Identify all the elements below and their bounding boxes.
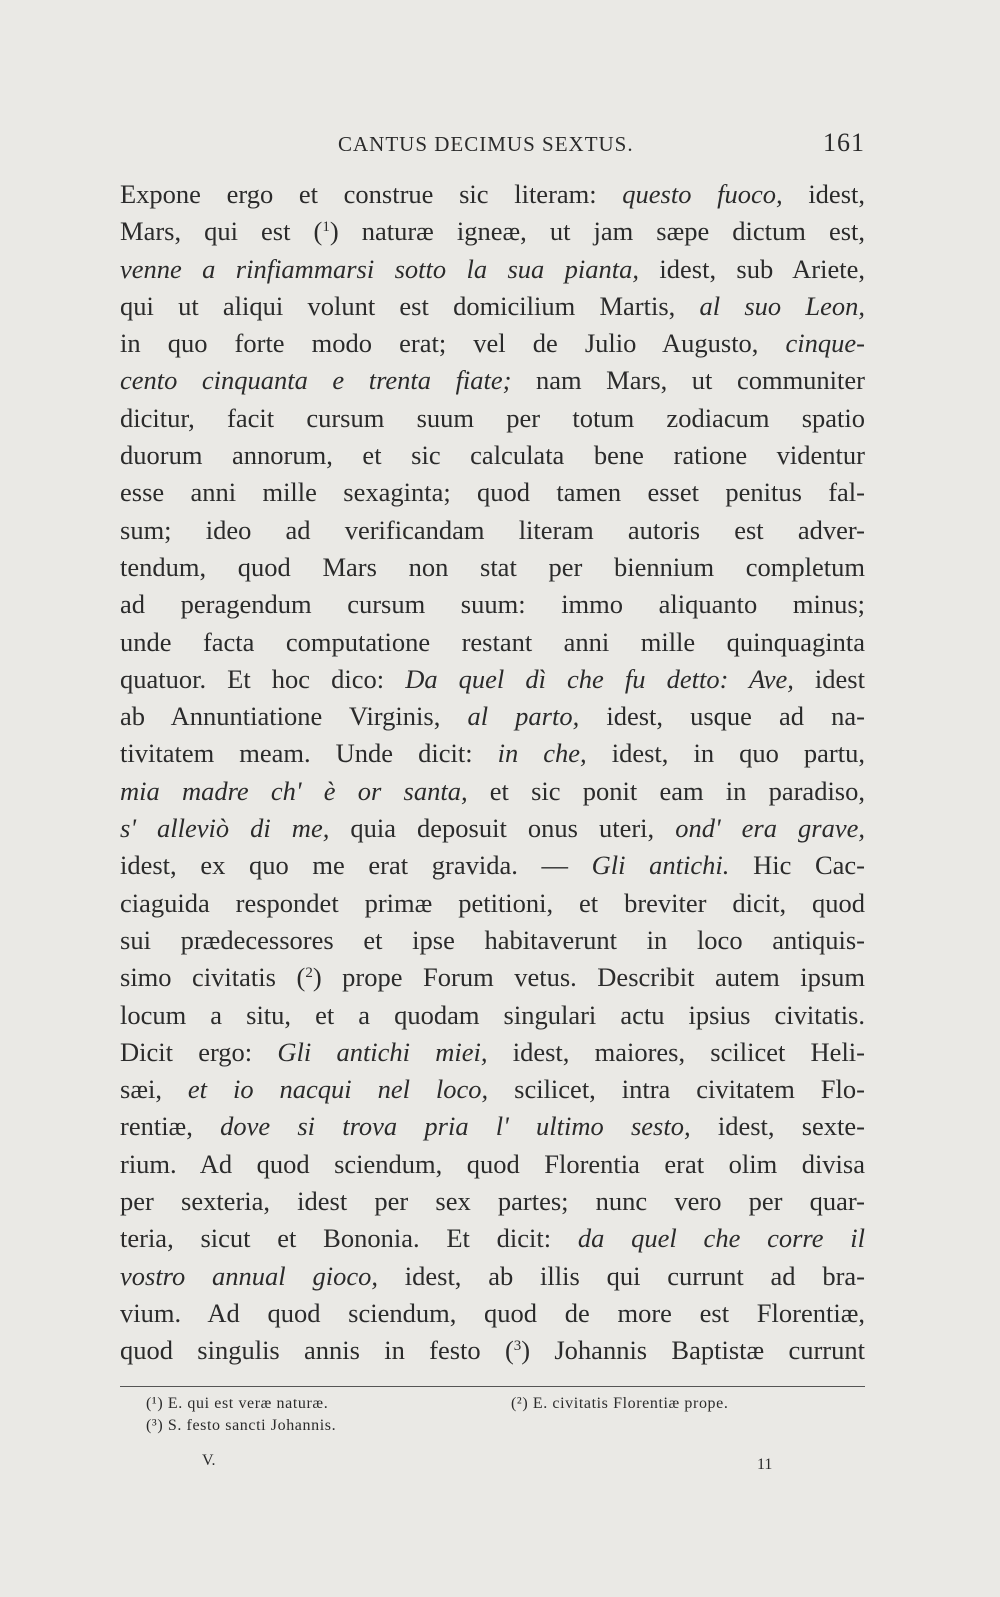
footnote-3: (³) S. festo sancti Johannis. — [146, 1417, 337, 1434]
running-head: CANTUS DECIMUS SEXTUS. — [338, 132, 634, 156]
text-line: idest, ex quo me erat gravida. — Gli antichi. Hic Cac- — [120, 850, 866, 881]
text-line: venne a rinfiammarsi sotto la sua pianta, idest, sub Ariete, — [120, 253, 865, 284]
signature-mark: V. — [202, 1452, 216, 1469]
text-line: dicitur, facit cursum suum per totum zodiacum spatio — [120, 402, 865, 433]
text-line: ad peragendum cursum suum: immo aliquanto minus; — [120, 589, 865, 620]
text-line: sum; ideo ad verificandam literam autoris est adver- — [120, 514, 865, 545]
text-line: vium. Ad quod sciendum, quod de more est Florentiæ, — [120, 1297, 865, 1328]
text-line: vostro annual gioco, idest, ab illis qui currunt ad bra- — [120, 1260, 865, 1291]
text-line: Expone ergo et construe sic literam: questo fuoco, idest, — [120, 179, 865, 209]
text-line: qui ut aliqui volunt est domicilium Martis, al suo Leon, — [120, 290, 865, 321]
text-line: duorum annorum, et sic calculata bene ratione videntur — [120, 440, 865, 471]
text-line: rium. Ad quod sciendum, quod Florentia erat olim divisa — [120, 1148, 865, 1179]
page-number: 161 — [823, 128, 865, 157]
text-line: unde facta computatione restant anni mille quinquaginta — [120, 626, 865, 657]
body-text — [120, 176, 865, 1370]
text-line: in quo forte modo erat; vel de Julio Augusto, cinque- — [120, 328, 865, 359]
text-line: mia madre ch' è or santa, et sic ponit eam in paradiso, — [120, 775, 865, 806]
footnote-rule — [120, 1386, 865, 1387]
text-line: esse anni mille sexaginta; quod tamen esset penitus fal- — [120, 477, 865, 508]
text-line: quod singulis annis in festo ($^3$) Johannis Baptistæ currunt — [120, 1335, 865, 1366]
text-line: sui prædecessores et ipse habitaverunt in loco antiquis- — [120, 924, 865, 955]
text-line: cento cinquanta e trenta fiate; nam Mars, ut communiter — [120, 365, 865, 396]
text-line: Mars, qui est ($^1$) naturæ igneæ, ut jam sæpe dictum est, — [120, 216, 866, 247]
text-line: s' alleviò di me, quia deposuit onus uteri, ond' era grave, — [120, 813, 865, 844]
text-line: per sexteria, idest per sex partes; nunc vero per quar- — [120, 1186, 865, 1217]
footnote-1: (¹) E. qui est veræ naturæ. — [146, 1395, 329, 1412]
gathering-number: 11 — [757, 1456, 773, 1473]
text-line: tendum, quod Mars non stat per biennium completum — [120, 551, 865, 582]
text-line: Dicit ergo: Gli antichi miei, idest, maiores, scilicet Heli- — [120, 1036, 865, 1067]
text-line: ab Annuntiatione Virginis, al parto, idest, usque ad na- — [120, 701, 865, 732]
text-line: ciaguida respondet primæ petitioni, et breviter dicit, quod — [120, 887, 865, 918]
text-line: sæi, et io nacqui nel loco, scilicet, intra civitatem Flo- — [120, 1074, 865, 1105]
text-line: simo civitatis ($^2$) prope Forum vetus. Describit autem ipsum — [120, 962, 866, 993]
footnote-2: (²) E. civitatis Florentiæ prope. — [511, 1395, 729, 1412]
page-header — [120, 128, 865, 158]
text-line: quatuor. Et hoc dico: Da quel dì che fu detto: Ave, idest — [120, 663, 865, 694]
text-line: tivitatem meam. Unde dicit: in che, idest, in quo partu, — [120, 738, 865, 769]
text-line: locum a situ, et a quodam singulari actu ipsius civitatis. — [120, 999, 865, 1030]
text-line: teria, sicut et Bononia. Et dicit: da quel che corre il — [120, 1223, 866, 1254]
text-line: rentiæ, dove si trova pria l' ultimo sesto, idest, sexte- — [120, 1111, 865, 1142]
